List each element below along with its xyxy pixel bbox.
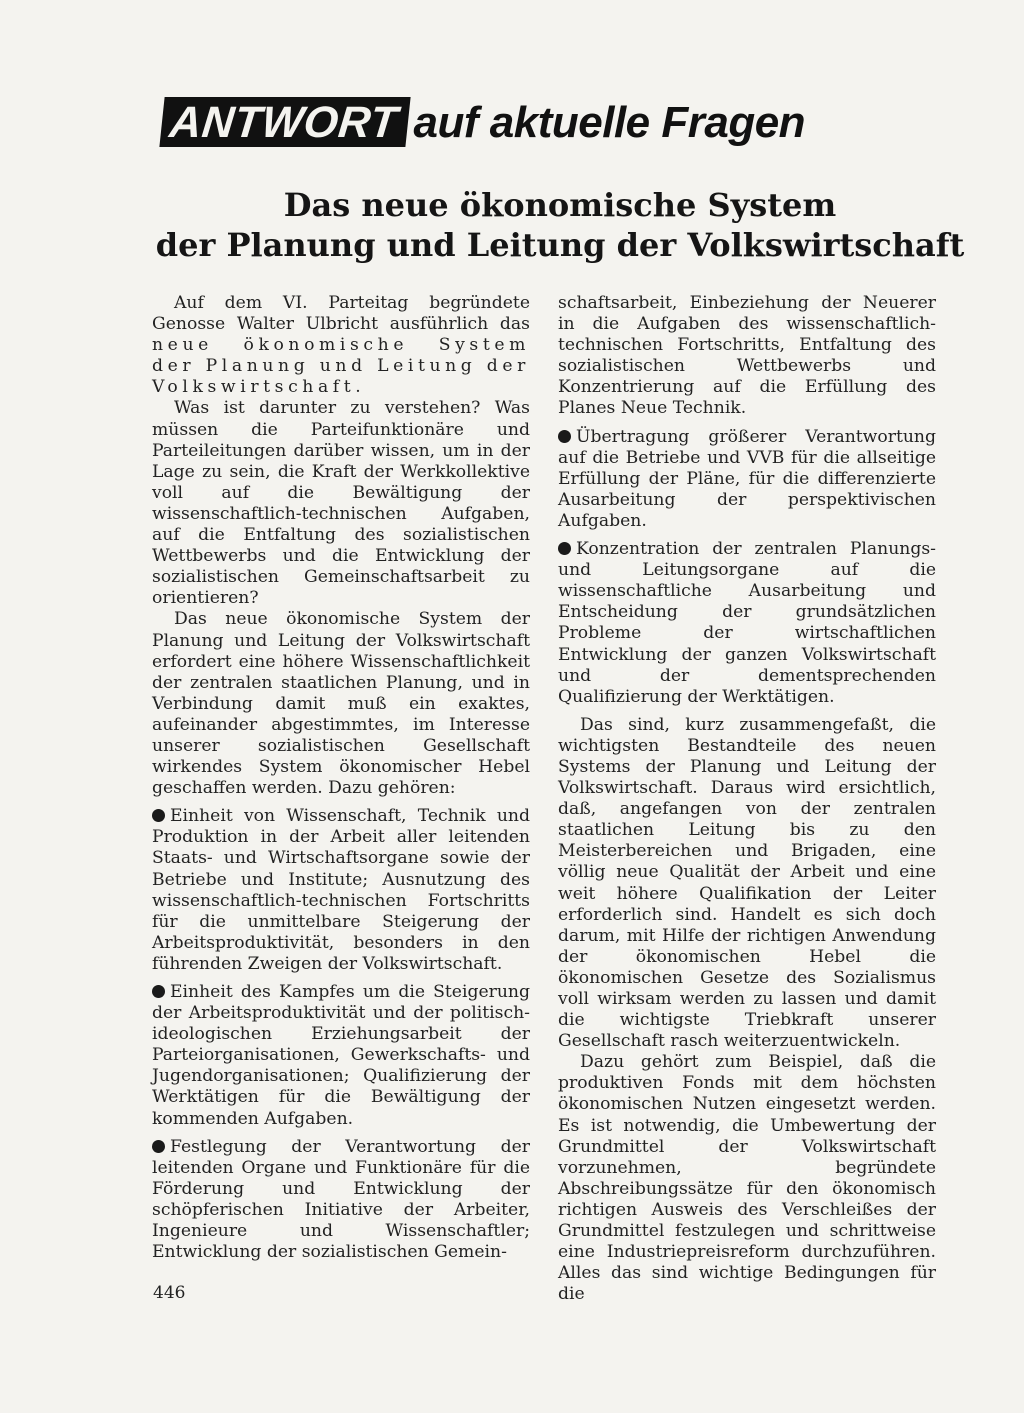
paragraph: [152, 293, 530, 398]
kicker-label-box: ANTWORT: [159, 97, 410, 147]
bullet-dot-icon: [152, 1140, 165, 1153]
bullet-item: [152, 1137, 530, 1264]
paragraph-text: Auf dem VI. Parteitag begründete Genosse Walter Ulbricht ausführlich das: [152, 293, 530, 335]
emphasized-text: neue ökonomische System der Planung und Leitung der Volkswirtschaft.: [152, 335, 530, 398]
kicker-label-text: auf aktuelle Fragen: [413, 98, 806, 147]
page-number: 446: [153, 1283, 186, 1303]
bullet-text: Konzentration der zentralen Planungs- und Leitungsorgane auf die wissenschaftliche Ausarbeitung und Entscheidung der grundsätzlichen Probleme der wirtschaftlichen Entwicklung der ganzen Volkswirtschaft und der dementsprechenden Qualifizierung der Werktätigen.: [558, 539, 936, 707]
paragraph: Dazu gehört zum Beispiel, daß die produktiven Fonds mit dem höchsten ökonomischen Nutzen eingesetzt werden. Es ist notwendig, die Umbewertung der Grundmittel der Volkswirtschaft vorzunehmen, begründete Abschreibungssätze für den ökonomisch richtigen Ausweis des Verschleißes der Grundmittel festzulegen und schrittweise eine Industriepreisreform durchzuführen. Alles das sind wichtige Bedingungen für die: [558, 1052, 936, 1305]
bullet-item: [558, 427, 936, 532]
headline-line-2: der Planung und Leitung der Volkswirtschaft: [155, 226, 965, 264]
article-headline: [150, 185, 970, 265]
bullet-text: Einheit von Wissenschaft, Technik und Produktion in der Arbeit aller leitenden Staats- und Wirtschaftsorgane sowie der Betriebe und Institute; Ausnutzung des wissenschaftlich-technischen Fortschritts für die unmittelbare Steigerung der Arbeitsproduktivität, besonders in den führenden Zweigen der Volkswirtschaft.: [152, 806, 530, 974]
bullet-dot-icon: [558, 430, 571, 443]
paragraph: schaftsarbeit, Einbeziehung der Neuerer in die Aufgaben des wissenschaftlich-technischen Fortschritts, Entfaltung des sozialistischen Wettbewerbs und Konzentrierung auf die Erfüllung des Planes Neue Technik.: [558, 293, 936, 419]
headline-line-1: Das neue ökonomische System: [283, 186, 837, 224]
bullet-text: Festlegung der Verantwortung der leitenden Organe und Funktionäre für die Förderung und Entwicklung der schöpferischen Initiative der Arbeiter, Ingenieure und Wissenschaftler; Entwicklung der sozialistischen Gemein-: [152, 1136, 530, 1263]
bullet-item: [152, 982, 530, 1130]
paragraph: Das sind, kurz zusammengefaßt, die wichtigsten Bestandteile des neuen Systems der Planung und Leitung der Volkswirtschaft. Daraus wird ersichtlich, daß, angefangen von der zentralen staatlichen Leitung bis zu den Meisterbereichen und Brigaden, eine völlig neue Qualität der Arbeit und eine weit höhere Qualifikation der Leiter erforderlich sind. Handelt es sich doch darum, mit Hilfe der richtigen Anwendung der ökonomischen Hebel die ökonomischen Gesetze des Sozialismus voll wirksam werden zu lassen und damit die wichtigste Triebkraft unserer Gesellschaft rasch weiterzuentwickeln.: [558, 714, 936, 1052]
bullet-dot-icon: [152, 809, 165, 822]
section-kicker: [162, 97, 805, 147]
left-text-column: [152, 293, 530, 1263]
paragraph: Das neue ökonomische System der Planung und Leitung der Volkswirtschaft erfordert eine höhere Wissenschaftlichkeit der zentralen staatlichen Planung, und in Verbindung damit muß ein exaktes, aufeinander abgestimmtes, im Interesse unserer sozialistischen Gesellschaft wirkendes System ökonomischer Hebel geschaffen werden. Dazu gehören:: [152, 609, 530, 799]
bullet-text: Einheit des Kampfes um die Steigerung der Arbeitsproduktivität und der politisch-ideologischen Erziehungsarbeit der Parteiorganisationen, Gewerkschafts- und Jugendorganisationen; Qualifizierung der Werktätigen für die Bewältigung der kommenden Aufgaben.: [152, 982, 530, 1129]
bullet-text: Übertragung größerer Verantwortung auf die Betriebe und VVB für die allseitige Erfüllung der Pläne, für die differenzierte Ausarbeitung der perspektivischen Aufgaben.: [558, 426, 936, 531]
bullet-item: [558, 539, 936, 708]
right-text-column: [558, 293, 936, 1305]
bullet-dot-icon: [558, 542, 571, 555]
bullet-item: [152, 806, 530, 975]
paragraph: Was ist darunter zu verstehen? Was müssen die Parteifunktionäre und Parteileitungen darüber wissen, um in der Lage zu sein, die Kraft der Werkkollektive voll auf die Bewältigung der wissenschaftlich-technischen Aufgaben, auf die Entfaltung des sozialistischen Wettbewerbs und die Entwicklung der sozialistischen Gemeinschaftsarbeit zu orientieren?: [152, 398, 530, 609]
bullet-dot-icon: [152, 985, 165, 998]
